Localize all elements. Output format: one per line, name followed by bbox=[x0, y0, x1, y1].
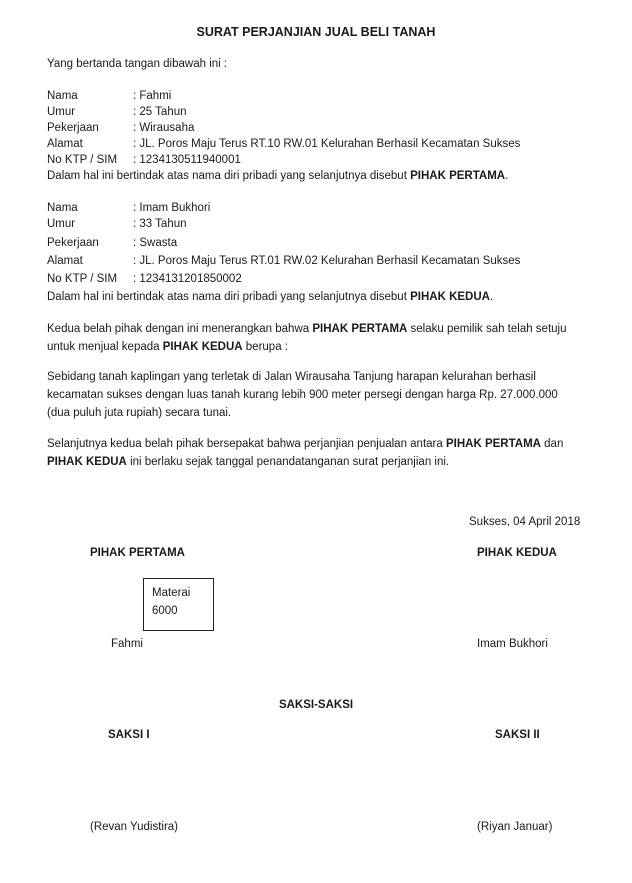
party2-ktp-row bbox=[47, 271, 242, 287]
field-label: Alamat bbox=[47, 138, 83, 150]
party1-name-row bbox=[47, 88, 171, 104]
land-description-paragraph: Sebidang tanah kaplingan yang terletak di Jalan Wirausaha Tanjung harapan kelurahan berhasil kecamatan sukses dengan luas tanah kurang lebih 900 meter persegi dengan harga Rp. 27.000.000 (dua puluh juta rupiah) secara tunai. bbox=[47, 371, 558, 419]
party2-designation: PIHAK KEDUA bbox=[410, 291, 490, 303]
field-value: : 25 Tahun bbox=[133, 106, 187, 118]
field-label: Pekerjaan bbox=[47, 122, 99, 134]
materai-value: 6000 bbox=[152, 605, 178, 617]
second-party-heading: PIHAK KEDUA bbox=[477, 547, 557, 559]
party2-address-row bbox=[47, 253, 520, 269]
field-value: : Swasta bbox=[133, 237, 178, 249]
materai-label: Materai bbox=[152, 587, 191, 599]
field-label: Umur bbox=[47, 106, 76, 118]
field-value: : Wirausaha bbox=[133, 122, 195, 134]
party1-job-row bbox=[47, 120, 194, 136]
field-label: Nama bbox=[47, 90, 78, 102]
party1-statement: Dalam hal ini bertindak atas nama diri pribadi yang selanjutnya disebut PIHAK PERTAMA. bbox=[47, 170, 509, 182]
field-value: : Imam Bukhori bbox=[133, 202, 211, 214]
field-label: Pekerjaan bbox=[47, 237, 99, 249]
party2-job-row bbox=[47, 235, 177, 251]
first-party-heading: PIHAK PERTAMA bbox=[90, 547, 185, 559]
party1-designation: PIHAK PERTAMA bbox=[410, 170, 506, 182]
field-value: : 1234131201850002 bbox=[133, 273, 242, 285]
second-party-signatory: Imam Bukhori bbox=[477, 638, 548, 650]
stamp-duty-box bbox=[143, 578, 214, 631]
field-label: Alamat bbox=[47, 255, 83, 267]
document-title: SURAT PERJANJIAN JUAL BELI TANAH bbox=[196, 25, 436, 39]
field-label: Umur bbox=[47, 218, 76, 230]
witness2-name: (Riyan Januar) bbox=[477, 821, 553, 833]
field-label: Nama bbox=[47, 202, 78, 214]
witness1-name: (Revan Yudistira) bbox=[90, 821, 178, 833]
field-label: No KTP / SIM bbox=[47, 273, 118, 285]
first-party-signatory: Fahmi bbox=[111, 638, 143, 650]
intro-text: Yang bertanda tangan dibawah ini : bbox=[47, 58, 228, 70]
witness1-heading: SAKSI I bbox=[108, 729, 150, 741]
field-value: : 1234130511940001 bbox=[133, 154, 241, 166]
party1-ktp-row bbox=[47, 152, 241, 168]
field-value: : Fahmi bbox=[133, 90, 172, 102]
place-date: Sukses, 04 April 2018 bbox=[469, 516, 581, 528]
validity-paragraph: Selanjutnya kedua belah pihak bersepakat bahwa perjanjian penjualan antara PIHAK PERTAMA dan PIHAK KEDUA ini berlaku sejak tanggal penandatanganan surat perjanjian ini. bbox=[47, 438, 564, 468]
field-value: : JL. Poros Maju Terus RT.10 RW.01 Kelurahan Berhasil Kecamatan Sukses bbox=[133, 138, 521, 150]
party1-address-row bbox=[47, 136, 520, 152]
field-label: No KTP / SIM bbox=[47, 154, 118, 166]
party1-age-row bbox=[47, 104, 187, 120]
field-value: : 33 Tahun bbox=[133, 218, 187, 230]
field-value: : JL. Poros Maju Terus RT.01 RW.02 Kelurahan Berhasil Kecamatan Sukses bbox=[133, 255, 521, 267]
party2-statement: Dalam hal ini bertindak atas nama diri pribadi yang selanjutnya disebut PIHAK KEDUA. bbox=[47, 291, 494, 303]
witness2-heading: SAKSI II bbox=[495, 729, 540, 741]
party2-age-row bbox=[47, 216, 187, 232]
party2-name-row bbox=[47, 200, 210, 216]
witnesses-heading: SAKSI-SAKSI bbox=[278, 699, 354, 711]
agreement-paragraph: Kedua belah pihak dengan ini menerangkan bahwa PIHAK PERTAMA selaku pemilik sah telah setuju untuk menjual kepada PIHAK KEDUA berupa : bbox=[47, 323, 567, 353]
